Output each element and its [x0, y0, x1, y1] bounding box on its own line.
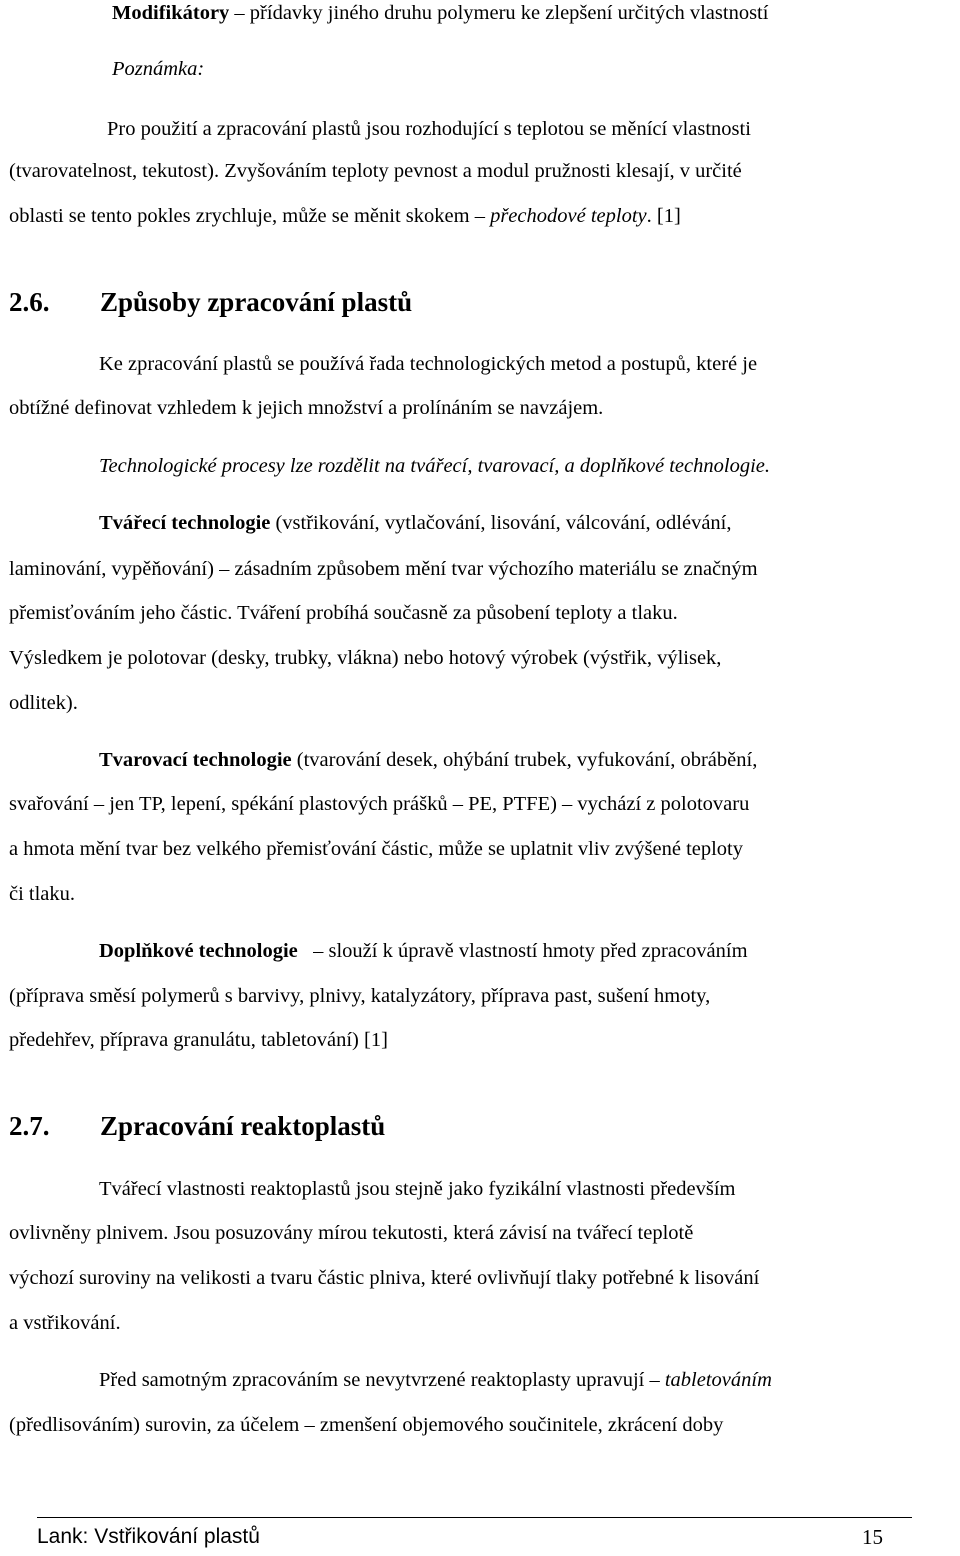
- paragraph-line: přemisťováním jeho částic. Tváření probíhá současně za působení teploty a tlaku.: [9, 602, 678, 624]
- text-run: (vstřikování, vytlačování, lisování, válcování, odlévání,: [275, 512, 732, 534]
- paragraph-line: [99, 510, 732, 536]
- paragraph-line: odlitek).: [9, 692, 78, 714]
- section-number: 2.7.: [9, 1111, 50, 1141]
- paragraph-line: předehřev, příprava granulátu, tabletování) [1]: [9, 1029, 388, 1051]
- paragraph-line: svařování – jen TP, lepení, spékání plastových prášků – PE, PTFE) – vychází z polotovaru: [9, 793, 750, 815]
- paragraph-line: (předlisováním) surovin, za účelem – zmenšení objemového součinitele, zkrácení doby: [9, 1414, 724, 1436]
- section-title: Zpracování reaktoplastů: [100, 1111, 386, 1141]
- paragraph-line: či tlaku.: [9, 883, 76, 905]
- text-run: Pro použití a zpracování plastů jsou rozhodující s teplotou se měnící vlastnosti: [107, 118, 751, 140]
- term-tvarovaci-technologie: Tvarovací technologie: [99, 749, 292, 771]
- paragraph-line: a vstřikování.: [9, 1312, 121, 1334]
- paragraph-line: [9, 203, 681, 229]
- footer-title: Lank: Vstřikování plastů: [37, 1525, 260, 1548]
- paragraph-line: obtížné definovat vzhledem k jejich množství a prolínáním se navzájem.: [9, 397, 604, 419]
- paragraph-line: laminování, vypěňování) – zásadním způsobem mění tvar výchozího materiálu se značným: [9, 558, 758, 580]
- section-number: 2.6.: [9, 287, 50, 317]
- note-label: Poznámka:: [112, 58, 205, 80]
- paragraph-line: (příprava směsí polymerů s barvivy, plnivy, katalyzátory, příprava past, sušení hmoty,: [9, 985, 711, 1007]
- footer-rule: [37, 1517, 912, 1518]
- citation: . [1]: [646, 205, 681, 227]
- section-title: Způsoby zpracování plastů: [100, 287, 413, 317]
- section-heading-2-6: [9, 286, 412, 318]
- term-modifikatory: Modifikátory: [112, 2, 230, 24]
- text-run: Před samotným zpracováním se nevytvrzené reaktoplasty upravují –: [99, 1369, 665, 1391]
- paragraph-line: [99, 938, 748, 964]
- paragraph-line: ovlivněny plnivem. Jsou posuzovány mírou tekutosti, která závisí na tvářecí teplotě: [9, 1222, 694, 1244]
- section-heading-2-7: [9, 1110, 385, 1142]
- modifikatory-line: [112, 0, 768, 26]
- text-run: (tvarování desek, ohýbání trubek, vyfukování, obrábění,: [296, 749, 758, 771]
- text-run: – slouží k úpravě vlastností hmoty před zpracováním: [313, 940, 748, 962]
- paragraph-line: výchozí suroviny na velikosti a tvaru částic plniva, které ovlivňují tlaky potřebné k lisování: [9, 1267, 760, 1289]
- term-doplnkove-technologie: Doplňkové technologie: [99, 940, 298, 962]
- text-run: oblasti se tento pokles zrychluje, může se měnit skokem –: [9, 205, 491, 227]
- page-number: 15: [862, 1525, 883, 1549]
- paragraph-line: a hmota mění tvar bez velkého přemisťování částic, může se uplatnit vliv zvýšené teploty: [9, 838, 744, 860]
- paragraph-line: Výsledkem je polotovar (desky, trubky, vlákna) nebo hotový výrobek (výstřik, výlisek,: [9, 647, 722, 669]
- term-prechodove-teploty: přechodové teploty: [490, 205, 647, 227]
- paragraph-line: [99, 1367, 772, 1393]
- paragraph-line: Tvářecí vlastnosti reaktoplastů jsou stejně jako fyzikální vlastnosti především: [99, 1178, 736, 1200]
- paragraph-line: [99, 747, 757, 773]
- paragraph-line: Ke zpracování plastů se používá řada technologických metod a postupů, které je: [99, 353, 758, 375]
- paragraph-line: (tvarovatelnost, tekutost). Zvyšováním teploty pevnost a modul pružnosti klesají, v určité: [9, 160, 742, 182]
- term-tabletovanim: tabletováním: [664, 1369, 772, 1391]
- modifikatory-definition: – přídavky jiného druhu polymeru ke zlepšení určitých vlastností: [229, 2, 769, 24]
- paragraph-line-italic: Technologické procesy lze rozdělit na tvářecí, tvarovací, a doplňkové technologie.: [99, 455, 770, 477]
- paragraph-line: [107, 116, 953, 142]
- term-tvareci-technologie: Tvářecí technologie: [99, 512, 271, 534]
